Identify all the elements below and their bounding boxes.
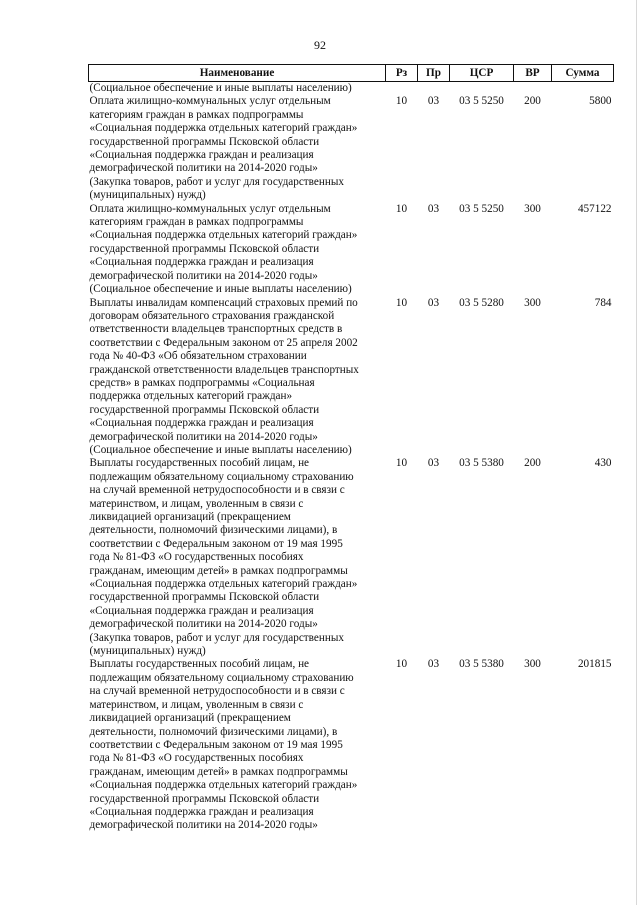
row-name-line: гражданам, имеющим детей» в рамках подпрограммы (89, 564, 348, 577)
row-name-line: Оплата жилищно-коммунальных услуг отдельным (89, 95, 331, 108)
row-name-line: соответствии с Федеральным законом от 19 мая 1995 (89, 738, 343, 751)
row-name-line: категориям граждан в рамках подпрограммы (89, 108, 304, 121)
row-name-line: ликвидацией организаций (прекращением (89, 712, 291, 725)
header-name: Наименование (89, 65, 386, 82)
row-name-line: подлежащим обязательному социальному страхованию (89, 671, 354, 684)
row-name-line: «Социальная поддержка отдельных категорий граждан» (89, 779, 358, 792)
row-name-line: «Социальная поддержка граждан и реализация (89, 604, 314, 617)
row-name-line: (Социальное обеспечение и иные выплаты населению) (89, 443, 352, 456)
row-pr-cell (418, 82, 450, 96)
page-number: 92 (314, 38, 326, 52)
header-vr: ВР (514, 65, 552, 82)
table-body (89, 82, 614, 833)
row-name-line: демографической политики на 2014-2020 годы» (89, 162, 318, 175)
row-name-line: деятельности, полномочий физическими лицами), в (89, 524, 338, 537)
row-name-line: государственной программы Псковской области (89, 403, 320, 416)
row-name-line: категориям граждан в рамках подпрограммы (89, 216, 304, 229)
row-name-cell (89, 203, 386, 297)
row-rz-cell: 10 (395, 95, 408, 108)
table-row (89, 95, 614, 202)
row-name-line: подлежащим обязательному социальному страхованию (89, 470, 354, 483)
row-name-line: Оплата жилищно-коммунальных услуг отдельным (89, 202, 331, 215)
row-csr-cell: 03 5 5380 (459, 658, 504, 671)
row-name-line: (Социальное обеспечение и иные выплаты населению) (89, 82, 352, 94)
row-rz-cell: 10 (395, 202, 408, 215)
row-name-line: на случай временной нетрудоспособности и в связи с (89, 484, 345, 497)
header-pr: Пр (418, 65, 450, 82)
row-pr-cell: 03 (427, 95, 440, 108)
header-sum: Сумма (552, 65, 614, 82)
row-name-line: (муниципальных) нужд) (89, 645, 206, 658)
row-name-line: года № 40-ФЗ «Об обязательном страховании (89, 350, 307, 363)
row-name-line: материнством, и лицам, уволенным в связи с (89, 497, 304, 510)
row-name-line: поддержка отдельных категорий граждан» (89, 390, 293, 403)
row-csr-cell: 03 5 5250 (459, 202, 504, 215)
row-name-line: года № 81-ФЗ «О государственных пособиях (89, 551, 304, 564)
table-row (89, 82, 614, 96)
row-name-line: «Социальная поддержка граждан и реализация (89, 417, 314, 430)
table-row (89, 203, 614, 297)
row-rz-cell (386, 82, 418, 96)
row-name-line: «Социальная поддержка отдельных категорий граждан» (89, 229, 358, 242)
row-name-line: государственной программы Псковской области (89, 135, 320, 148)
row-name-line: соответствии с Федеральным законом от 25 апреля 2002 (89, 336, 358, 349)
row-name-line: «Социальная поддержка отдельных категорий граждан» (89, 578, 358, 591)
row-name-line: ликвидацией организаций (прекращением (89, 511, 291, 523)
row-pr-cell: 03 (427, 202, 440, 215)
row-csr-cell (450, 82, 514, 96)
row-vr-cell: 300 (524, 658, 541, 671)
row-name-line: «Социальная поддержка граждан и реализация (89, 149, 314, 162)
row-name-cell (89, 457, 386, 658)
row-sum-cell: 457122 (577, 202, 612, 215)
row-name-line: государственной программы Псковской области (89, 792, 320, 805)
row-rz-cell: 10 (395, 457, 408, 470)
row-csr-cell: 03 5 5280 (459, 296, 504, 309)
row-name-line: демографической политики на 2014-2020 годы» (89, 430, 318, 443)
row-name-line: на случай временной нетрудоспособности и в связи с (89, 685, 345, 698)
row-name-line: года № 81-ФЗ «О государственных пособиях (89, 752, 304, 765)
row-vr-cell: 300 (524, 202, 541, 215)
row-name-cell (89, 95, 386, 202)
row-name-line: «Социальная поддержка граждан и реализация (89, 805, 314, 818)
row-csr-cell: 03 5 5380 (459, 457, 504, 470)
row-name-cell (89, 297, 386, 458)
table-row (89, 297, 614, 458)
row-vr-cell: 300 (524, 296, 541, 309)
row-name-line: деятельности, полномочий физическими лицами), в (89, 725, 338, 738)
header-csr: ЦСР (450, 65, 514, 82)
row-sum-cell (552, 82, 614, 96)
row-name-line: демографической политики на 2014-2020 годы» (89, 618, 318, 631)
row-pr-cell: 03 (427, 658, 440, 671)
row-name-line: материнством, и лицам, уволенным в связи с (89, 698, 304, 711)
table-row (89, 658, 614, 832)
row-name-line: государственной программы Псковской области (89, 591, 320, 604)
row-vr-cell (514, 82, 552, 96)
row-name-line: соответствии с Федеральным законом от 19 мая 1995 (89, 537, 343, 550)
row-name-line: «Социальная поддержка отдельных категорий граждан» (89, 122, 358, 135)
row-name-line: (Закупка товаров, работ и услуг для государственных (89, 175, 344, 188)
row-name-line: ответственности владельцев транспортных средств в (89, 323, 343, 336)
row-rz-cell: 10 (395, 296, 408, 309)
table-row (89, 457, 614, 658)
row-name-line: Выплаты государственных пособий лицам, не (89, 457, 310, 470)
row-name-line: (муниципальных) нужд) (89, 189, 206, 202)
row-name-cell (89, 82, 386, 96)
row-name-line: (Закупка товаров, работ и услуг для государственных (89, 631, 344, 644)
row-sum-cell: 784 (594, 296, 612, 309)
row-name-line: средств» в рамках подпрограммы «Социальная (89, 376, 315, 389)
row-sum-cell: 5800 (589, 95, 612, 108)
row-sum-cell: 201815 (577, 658, 612, 671)
row-pr-cell: 03 (427, 296, 440, 309)
row-name-line: Выплаты государственных пособий лицам, не (89, 658, 310, 671)
row-rz-cell: 10 (395, 658, 408, 671)
row-pr-cell: 03 (427, 457, 440, 470)
row-vr-cell: 200 (524, 95, 541, 108)
row-name-line: Выплаты инвалидам компенсаций страховых премий по (89, 296, 358, 309)
row-name-line: демографической политики на 2014-2020 годы» (89, 819, 318, 832)
row-name-line: гражданской ответственности владельцев транспортных (89, 363, 359, 376)
row-sum-cell: 430 (594, 457, 612, 470)
row-name-cell (89, 658, 386, 832)
row-name-line: гражданам, имеющим детей» в рамках подпрограммы (89, 765, 348, 778)
row-name-line: «Социальная поддержка граждан и реализация (89, 256, 314, 269)
row-name-line: (Социальное обеспечение и иные выплаты населению) (89, 283, 352, 296)
budget-table (88, 64, 614, 833)
header-rz: Рз (386, 65, 418, 82)
row-name-line: демографической политики на 2014-2020 годы» (89, 269, 318, 282)
table-header-row (89, 65, 614, 82)
row-vr-cell: 200 (524, 457, 541, 470)
row-csr-cell: 03 5 5250 (459, 95, 504, 108)
row-name-line: договорам обязательного страхования гражданской (89, 309, 335, 322)
row-name-line: государственной программы Псковской области (89, 242, 320, 255)
scan-edge (636, 0, 637, 905)
